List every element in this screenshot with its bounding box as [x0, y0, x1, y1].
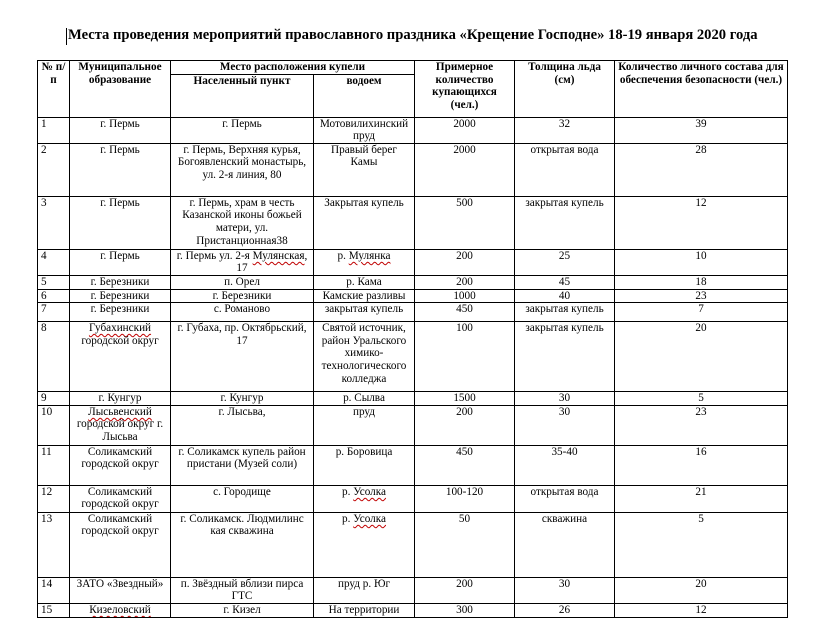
cell-ice: 35-40 — [515, 445, 615, 485]
cell-settlement: г. Пермь ул. 2-я Мулянская, 17 — [171, 249, 314, 275]
cell-mun: Соликамский городской округ — [70, 445, 171, 485]
cell-settlement: г. Соликамск купель район пристани (Музей соли) — [171, 445, 314, 485]
cell-num: 6 — [38, 289, 70, 303]
table-row — [38, 322, 788, 392]
cell-ice: закрытая купель — [515, 322, 615, 392]
document-title: Места проведения мероприятий православного праздника «Крещение Господне» 18-19 января 2020 года — [68, 27, 758, 43]
cell-settlement: г. Пермь, храм в честь Казанской иконы божьей матери, ул. Пристанционная38 — [171, 196, 314, 249]
header-ice: Толщина льда (см) — [515, 61, 615, 118]
table-row — [38, 196, 788, 249]
cell-count: 2000 — [415, 117, 515, 143]
cell-mun: г. Кунгур — [70, 392, 171, 406]
cell-staff: 23 — [615, 405, 788, 445]
cell-ice: закрытая купель — [515, 303, 615, 322]
cell-staff: 23 — [615, 289, 788, 303]
cell-mun: г. Пермь — [70, 249, 171, 275]
header-place-group: Место расположения купели — [171, 61, 415, 75]
cell-num: 5 — [38, 275, 70, 289]
cell-water: Камские разливы — [314, 289, 415, 303]
cell-settlement: г. Березники — [171, 289, 314, 303]
cell-num: 1 — [38, 117, 70, 143]
table-row — [38, 117, 788, 143]
table-row — [38, 512, 788, 577]
cell-staff: 18 — [615, 275, 788, 289]
table-row — [38, 405, 788, 445]
cell-settlement: п. Орел — [171, 275, 314, 289]
cell-staff: 28 — [615, 143, 788, 196]
cell-water: р. Мулянка — [314, 249, 415, 275]
header-water: водоем — [314, 74, 415, 117]
cell-count: 1500 — [415, 392, 515, 406]
table-row — [38, 143, 788, 196]
table-row — [38, 603, 788, 617]
cell-num: 11 — [38, 445, 70, 485]
cell-water: р. Кама — [314, 275, 415, 289]
events-table — [37, 60, 788, 618]
table-row — [38, 485, 788, 512]
table-row — [38, 445, 788, 485]
cell-mun: Лысьвенский городской округ г. Лысьва — [70, 405, 171, 445]
cell-num: 2 — [38, 143, 70, 196]
cell-count: 200 — [415, 405, 515, 445]
cell-count: 100 — [415, 322, 515, 392]
table-row — [38, 275, 788, 289]
cell-count: 200 — [415, 249, 515, 275]
header-settlement: Населенный пункт — [171, 74, 314, 117]
cell-mun: Кизеловский — [70, 603, 171, 617]
cell-ice: 40 — [515, 289, 615, 303]
cell-settlement: г. Губаха, пр. Октябрьский, 17 — [171, 322, 314, 392]
cell-num: 3 — [38, 196, 70, 249]
table-row — [38, 392, 788, 406]
cell-water: На территории — [314, 603, 415, 617]
cell-water: р. Боровица — [314, 445, 415, 485]
cell-mun: г. Пермь — [70, 117, 171, 143]
cell-water: Закрытая купель — [314, 196, 415, 249]
cell-settlement: п. Звёздный вблизи пирса ГТС — [171, 577, 314, 603]
cell-ice: 30 — [515, 405, 615, 445]
cell-settlement: с. Городище — [171, 485, 314, 512]
cell-num: 12 — [38, 485, 70, 512]
cell-water: Правый берег Камы — [314, 143, 415, 196]
cell-staff: 5 — [615, 392, 788, 406]
header-num: № п/п — [38, 61, 70, 118]
table-row — [38, 303, 788, 322]
cell-staff: 21 — [615, 485, 788, 512]
cell-mun: г. Березники — [70, 303, 171, 322]
cell-water: пруд — [314, 405, 415, 445]
header-municipality: Муниципальное образование — [70, 61, 171, 118]
cell-settlement: г. Кунгур — [171, 392, 314, 406]
cell-settlement: г. Лысьва, — [171, 405, 314, 445]
cell-ice: закрытая купель — [515, 196, 615, 249]
cell-mun: г. Березники — [70, 275, 171, 289]
cell-staff: 7 — [615, 303, 788, 322]
cell-count: 500 — [415, 196, 515, 249]
cell-ice: 26 — [515, 603, 615, 617]
cell-staff: 5 — [615, 512, 788, 577]
cell-staff: 20 — [615, 577, 788, 603]
cell-water: р. Усолка — [314, 512, 415, 577]
cell-water: закрытая купель — [314, 303, 415, 322]
cell-ice: 45 — [515, 275, 615, 289]
cell-water: Святой источник, район Уральского химико-технологического колледжа — [314, 322, 415, 392]
cell-ice: открытая вода — [515, 485, 615, 512]
cell-staff: 20 — [615, 322, 788, 392]
cell-num: 14 — [38, 577, 70, 603]
cell-water: Мотовилихинский пруд — [314, 117, 415, 143]
cell-staff: 16 — [615, 445, 788, 485]
cell-ice: 30 — [515, 577, 615, 603]
cell-settlement: г. Соликамск. Людмилинс кая скважина — [171, 512, 314, 577]
cell-count: 100-120 — [415, 485, 515, 512]
cell-count: 450 — [415, 445, 515, 485]
cell-settlement: г. Пермь, Верхняя курья, Богоявленский монастырь, ул. 2-я линия, 80 — [171, 143, 314, 196]
cell-staff: 12 — [615, 603, 788, 617]
cell-num: 15 — [38, 603, 70, 617]
table-row — [38, 249, 788, 275]
cell-water: р. Усолка — [314, 485, 415, 512]
cell-settlement: г. Пермь — [171, 117, 314, 143]
cell-settlement: с. Романово — [171, 303, 314, 322]
cell-mun: Соликамский городской округ — [70, 485, 171, 512]
cell-num: 8 — [38, 322, 70, 392]
cell-mun: г. Пермь — [70, 196, 171, 249]
cell-count: 200 — [415, 275, 515, 289]
cell-mun: г. Пермь — [70, 143, 171, 196]
cell-count: 300 — [415, 603, 515, 617]
cell-count: 50 — [415, 512, 515, 577]
cell-water: р. Сылва — [314, 392, 415, 406]
cell-ice: скважина — [515, 512, 615, 577]
cell-staff: 10 — [615, 249, 788, 275]
cell-ice: открытая вода — [515, 143, 615, 196]
cell-ice: 32 — [515, 117, 615, 143]
cell-num: 4 — [38, 249, 70, 275]
cell-count: 1000 — [415, 289, 515, 303]
cell-mun: ЗАТО «Звездный» — [70, 577, 171, 603]
text-cursor — [66, 28, 67, 45]
cell-count: 2000 — [415, 143, 515, 196]
cell-mun: Губахинский городской округ — [70, 322, 171, 392]
cell-count: 200 — [415, 577, 515, 603]
cell-mun: Соликамский городской округ — [70, 512, 171, 577]
cell-num: 10 — [38, 405, 70, 445]
cell-count: 450 — [415, 303, 515, 322]
cell-settlement: г. Кизел — [171, 603, 314, 617]
cell-num: 13 — [38, 512, 70, 577]
table-row — [38, 289, 788, 303]
header-count: Примерное количество купающихся (чел.) — [415, 61, 515, 118]
cell-ice: 30 — [515, 392, 615, 406]
cell-num: 7 — [38, 303, 70, 322]
cell-num: 9 — [38, 392, 70, 406]
cell-staff: 12 — [615, 196, 788, 249]
table-row — [38, 577, 788, 603]
cell-water: пруд р. Юг — [314, 577, 415, 603]
cell-ice: 25 — [515, 249, 615, 275]
cell-mun: г. Березники — [70, 289, 171, 303]
cell-staff: 39 — [615, 117, 788, 143]
header-staff: Количество личного состава для обеспечения безопасности (чел.) — [615, 61, 788, 118]
